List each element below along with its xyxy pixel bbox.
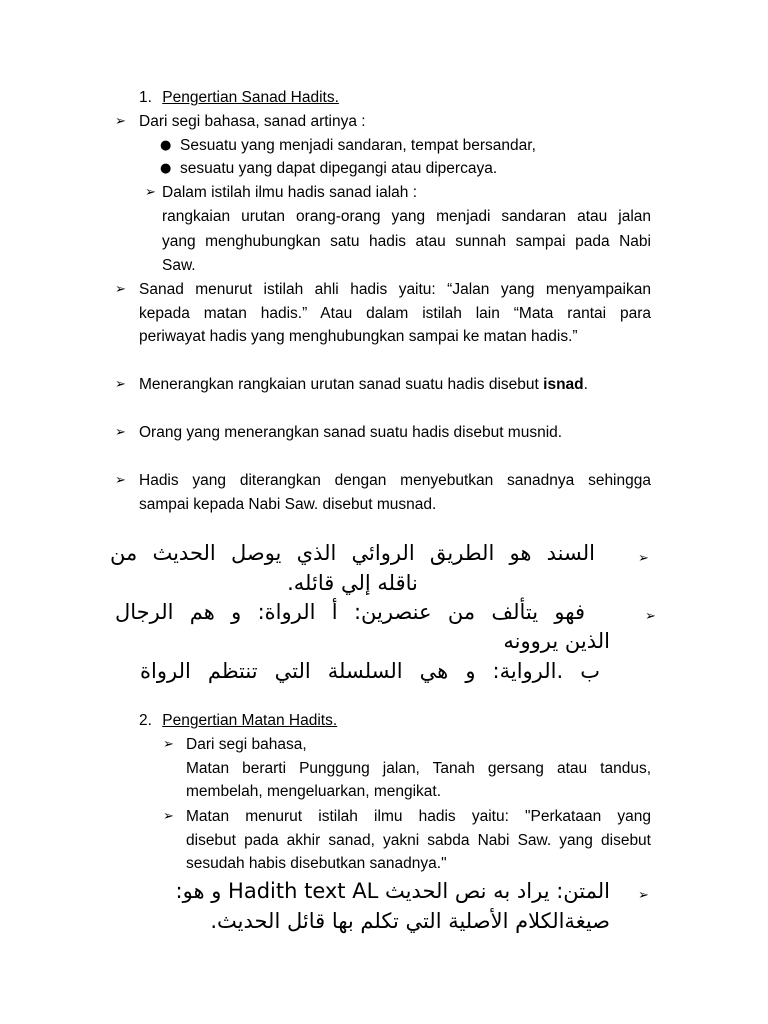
section-1-number: 1.: [139, 89, 152, 106]
section-2-title: Pengertian Matan Hadits.: [162, 712, 338, 729]
arabic-elements-line-1: فهو يتألف من عنصرين: أ الرواة: و هم الرجال: [115, 600, 585, 624]
isnad-paragraph: [139, 373, 588, 397]
arabic-riwayah-line: ب .الرواية: و هي السلسلة التي تنتظم الرواة: [140, 659, 600, 683]
sanad-istilah-intro: Dalam istilah ilmu hadis sanad ialah :: [162, 184, 418, 201]
sanad-istilah-line-3: Saw.: [162, 257, 196, 274]
arrow-bullet-icon: ➢: [115, 425, 126, 440]
arrow-bullet-icon: ➢: [115, 114, 126, 129]
section-1-heading: [139, 86, 339, 110]
sanad-istilah-line-1: rangkaian urutan orang-orang yang menjadi sandaran atau jalan: [162, 208, 651, 225]
arrow-bullet-icon: ➢: [115, 377, 126, 392]
section-1-title: Pengertian Sanad Hadits.: [162, 89, 339, 106]
matan-istilah-line-1: Matan menurut istilah ilmu hadis yaitu: "Perkataan yang: [186, 808, 651, 825]
disc-bullet-icon: ●: [160, 138, 172, 153]
matan-bahasa-intro: Dari segi bahasa,: [186, 736, 307, 753]
matan-istilah-line-2: disebut pada akhir sanad, yakni sabda Nabi Saw. yang disebut: [186, 832, 651, 849]
section-2-number: 2.: [139, 712, 152, 729]
arabic-matan-line-1: المتن: يراد به نص الحديث Hadith text AL و هو:: [175, 879, 610, 903]
isnad-period: .: [583, 376, 588, 393]
matan-istilah-line-3: sesudah habis disebutkan sanadnya.": [186, 855, 447, 872]
arabic-matan-line-2: صيغةالكلام الأصلية التي تكلم بها قائل الحديث.: [210, 909, 610, 933]
arrow-bullet-icon: ➢: [115, 473, 126, 488]
arabic-sanad-definition-line-2: ناقله إلي قائله.: [287, 571, 418, 595]
arrow-bullet-icon: ➢: [145, 185, 156, 200]
musnid-paragraph: Orang yang menerangkan sanad suatu hadis disebut musnid.: [139, 424, 563, 441]
matan-bahasa-line-2: membelah, mengeluarkan, mengikat.: [186, 783, 442, 800]
sanad-bahasa-item-1: Sesuatu yang menjadi sandaran, tempat bersandar,: [180, 137, 536, 154]
isnad-text: Menerangkan rangkaian urutan sanad suatu hadis disebut: [139, 376, 544, 393]
arabic-sanad-definition-line-1: السند هو الطريق الروائي الذي يوصل الحديث من: [110, 541, 595, 565]
arrow-bullet-icon: ➢: [163, 809, 174, 824]
arabic-elements-line-2: الذين يروونه: [503, 629, 610, 653]
isnad-term: isnad: [543, 376, 584, 393]
matan-bahasa-line-1: Matan berarti Punggung jalan, Tanah gersang atau tandus,: [186, 760, 651, 777]
arrow-bullet-icon: ➢: [115, 282, 126, 297]
arrow-bullet-icon: ➢: [163, 737, 174, 752]
disc-bullet-icon: ●: [160, 161, 172, 176]
arrow-bullet-icon: ➢: [645, 609, 656, 624]
sanad-ahli-line-3: periwayat hadis yang menghubungkan sampai ke matan hadis.”: [139, 328, 578, 345]
musnad-line-2: sampai kepada Nabi Saw. disebut musnad.: [139, 496, 437, 513]
sanad-ahli-line-1: Sanad menurut istilah ahli hadis yaitu: “Jalan yang menyampaikan: [139, 281, 651, 298]
sanad-istilah-line-2: yang menghubungkan satu hadis atau sunnah sampai pada Nabi: [162, 233, 651, 250]
sanad-bahasa-intro: Dari segi bahasa, sanad artinya :: [139, 113, 366, 130]
sanad-bahasa-item-2: sesuatu yang dapat dipegangi atau dipercaya.: [180, 160, 498, 177]
musnad-line-1: Hadis yang diterangkan dengan menyebutkan sanadnya sehingga: [139, 472, 651, 489]
sanad-ahli-line-2: kepada matan hadis.” Atau dalam istilah lain “Mata rantai para: [139, 305, 651, 322]
arrow-bullet-icon: ➢: [638, 888, 649, 903]
arrow-bullet-icon: ➢: [638, 551, 649, 566]
section-2-heading: [139, 709, 337, 733]
